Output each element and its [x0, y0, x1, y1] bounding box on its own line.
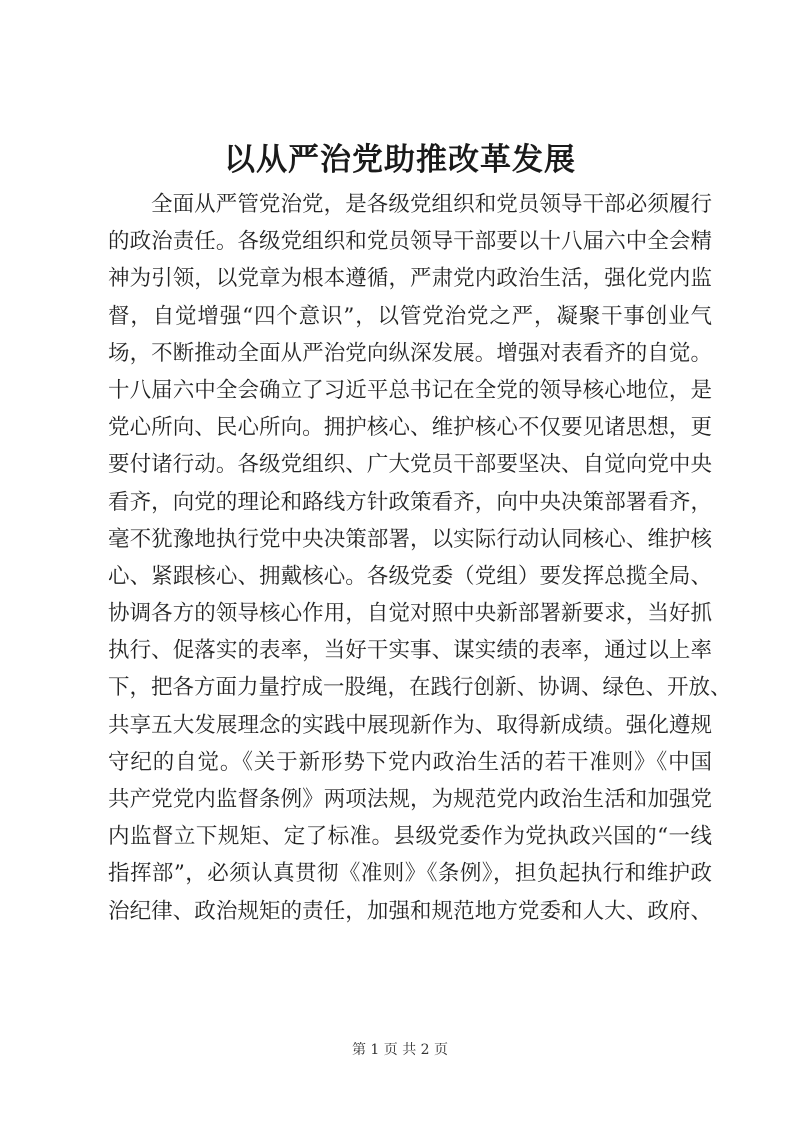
- document-title: 以从严治党助推改革发展: [224, 142, 576, 178]
- text-line: 下，把各方面力量拧成一股绳，在践行创新、协调、绿色、开放、: [108, 675, 732, 701]
- body-paragraph: [108, 186, 732, 930]
- text-line: 神为引领，以党章为根本遵循，严肃党内政治生活，强化党内监: [108, 266, 712, 292]
- page-footer: 第 1 页 共 2 页: [351, 1042, 449, 1058]
- text-line: 指挥部”，必须认真贯彻《准则》《条例》，担负起执行和维护政: [108, 861, 712, 887]
- text-line: 看齐，向党的理论和路线方针政策看齐，向中央决策部署看齐，: [108, 489, 712, 515]
- text-line: 共享五大发展理念的实践中展现新作为、取得新成绩。强化遵规: [108, 712, 712, 738]
- text-line: 党心所向、民心所向。拥护核心、维护核心不仅要见诸思想，更: [108, 415, 712, 441]
- text-line: 守纪的自觉。《关于新形势下党内政治生活的若干准则》《中国: [108, 749, 712, 775]
- text-line: 毫不犹豫地执行党中央决策部署，以实际行动认同核心、维护核: [108, 526, 712, 552]
- text-line: 督，自觉增强“四个意识”，以管党治党之严，凝聚干事创业气: [108, 303, 712, 329]
- text-line: 场，不断推动全面从严治党向纵深发展。增强对表看齐的自觉。: [108, 340, 712, 366]
- text-line: 内监督立下规矩、定了标准。县级党委作为党执政兴国的“一线: [108, 824, 712, 850]
- text-line: 的政治责任。各级党组织和党员领导干部要以十八届六中全会精: [108, 229, 712, 255]
- text-line: 执行、促落实的表率，当好干实事、谋实绩的表率，通过以上率: [108, 638, 712, 664]
- text-line: 十八届六中全会确立了习近平总书记在全党的领导核心地位，是: [108, 377, 712, 403]
- text-line: 全面从严管党治党，是各级党组织和党员领导干部必须履行: [151, 192, 712, 217]
- text-line: 心、紧跟核心、拥戴核心。各级党委（党组）要发挥总揽全局、: [108, 563, 712, 589]
- text-line: 要付诸行动。各级党组织、广大党员干部要坚决、自觉向党中央: [108, 452, 712, 478]
- text-line: 共产党党内监督条例》两项法规，为规范党内政治生活和加强党: [108, 787, 712, 812]
- text-line: 治纪律、政治规矩的责任，加强和规范地方党委和人大、政府、: [108, 898, 712, 924]
- text-line: 协调各方的领导核心作用，自觉对照中央新部署新要求，当好抓: [108, 601, 712, 627]
